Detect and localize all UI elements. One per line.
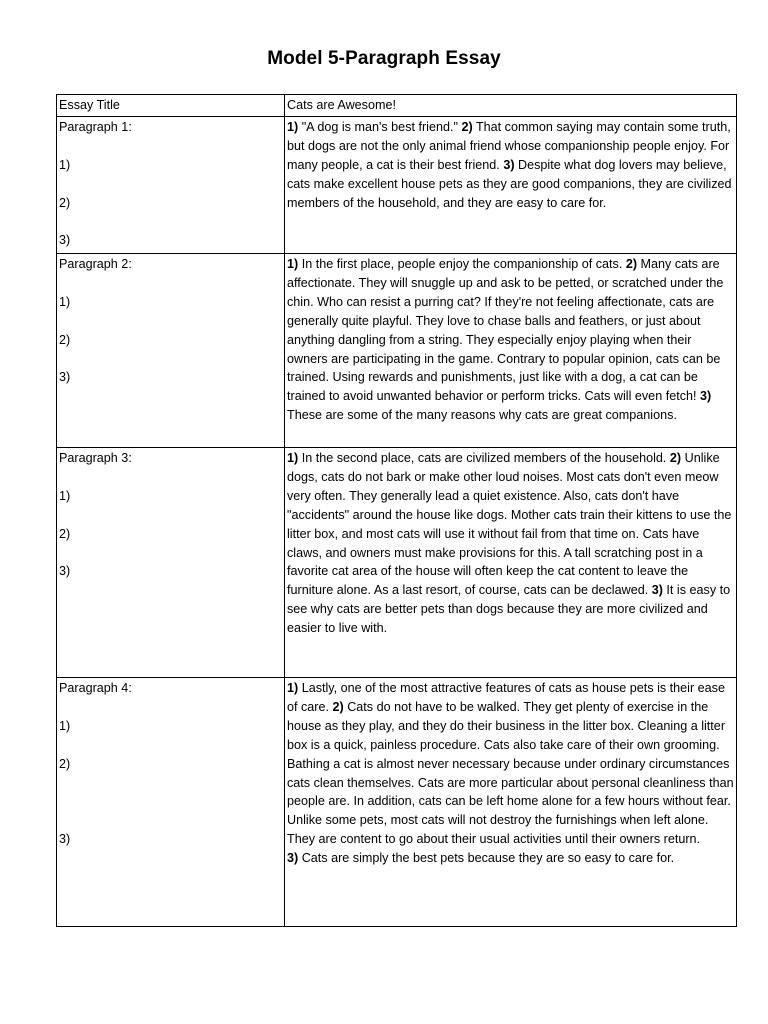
sentence-number: 2) (669, 451, 682, 465)
table-row-essay-title (57, 95, 737, 117)
sentence-text: It is easy to see why cats are better pets than dogs because they are more civilized and easier to live with. (287, 583, 731, 636)
sentence-number: 1) (287, 451, 299, 465)
table-row-paragraph-1 (57, 117, 737, 254)
sentence-text: Unlike dogs, cats do not bark or make other loud noises. Most cats don't even meow very often. They generally lead a quiet existence. Also, cats don't have "accidents" around the house like dogs. Mother cats train their kittens to use the litter box, and most cats will use it without fail from that time on. Cats have claws, and owners must make provisions for this. A tall scratching post in a favorite cat area of the house will often keep the cat content to leave the furniture alone. As a last resort, of course, cats can be declawed. (287, 451, 732, 598)
essay-title-label: Essay Title (57, 95, 285, 117)
marker-1: 1) (59, 157, 71, 172)
sentence-text: Cats do not have to be walked. They get plenty of exercise in the house as they play, and they do their business in the litter box. Cleaning a litter box is a quick, painless procedure. Cats also take care of their own grooming. Bathing a cat is almost never necessary because under ordinary circumstances cats clean themselves. Cats are more particular about personal cleanliness than people are. In addition, cats can be left home alone for a few hours without fear. Unlike some pets, most cats will not destroy the furnishings when left alone. They are content to go about their usual activities until their owners return. (287, 699, 734, 847)
paragraph-label: Paragraph 1: (59, 120, 132, 134)
sentence-number: 2) (625, 257, 638, 271)
sentence-text: Despite what dog lovers may believe, cats make excellent house pets as they are good companions, they are civilized members of the household, and they are easy to care for. (287, 157, 732, 210)
table-row-paragraph-4 (57, 678, 737, 927)
marker-2: 2) (59, 756, 71, 771)
sentence-number: 2) (332, 699, 344, 714)
marker-1: 1) (59, 488, 71, 503)
paragraph-4-label-cell (57, 678, 285, 927)
marker-2: 2) (59, 526, 71, 541)
paragraph-4-text (285, 678, 737, 927)
essay-title-value: Cats are Awesome! (285, 95, 737, 117)
marker-1: 1) (59, 718, 71, 733)
sentence-text: In the first place, people enjoy the companionship of cats. (298, 257, 626, 271)
marker-1: 1) (59, 294, 71, 309)
sentence-text: In the second place, cats are civilized members of the household. (298, 451, 670, 465)
paragraph-label: Paragraph 2: (59, 257, 132, 271)
sentence-number: 1) (287, 120, 299, 134)
sentence-number: 3) (651, 583, 663, 598)
sentence-number: 3) (503, 157, 515, 172)
marker-3: 3) (59, 370, 71, 385)
sentence-number: 1) (287, 681, 299, 695)
sentence-number: 3) (700, 389, 712, 404)
marker-2: 2) (59, 332, 71, 347)
paragraph-1-label-cell (57, 117, 285, 254)
table-row-paragraph-2 (57, 254, 737, 448)
marker-2: 2) (59, 195, 71, 210)
paragraph-3-text (285, 448, 737, 678)
paragraph-3-label-cell (57, 448, 285, 678)
sentence-text: Cats are simply the best pets because they are so easy to care for. (298, 851, 675, 866)
paragraph-1-text (285, 117, 737, 254)
sentence-text: Many cats are affectionate. They will snuggle up and ask to be petted, or scratched under the chin. Who can resist a purring cat? If they're not feeling affectionate, cats are generally quite playful. They love to chase balls and feathers, or just about anything dangling from a string. They especially enjoy playing when their owners are participating in the game. Contrary to popular opinion, cats can be trained. Using rewards and punishments, just like with a dog, a cat can be trained to avoid unwanted behavior or perform tricks. Cats will even fetch! (287, 257, 724, 404)
marker-3: 3) (59, 233, 71, 248)
essay-outline-table (56, 94, 737, 927)
paragraph-2-label-cell (57, 254, 285, 448)
table-row-paragraph-3 (57, 448, 737, 678)
sentence-text: That common saying may contain some truth, but dogs are not the only animal friend whose companionship people enjoy. For many people, a cat is their best friend. (287, 120, 731, 172)
sentence-text: "A dog is man's best friend." (298, 120, 462, 134)
page-title: Model 5-Paragraph Essay (267, 48, 501, 69)
marker-3: 3) (59, 831, 71, 846)
sentence-number: 1) (287, 257, 299, 271)
paragraph-2-text (285, 254, 737, 448)
sentence-number: 2) (461, 120, 473, 134)
paragraph-label: Paragraph 3: (59, 451, 132, 465)
sentence-text: Lastly, one of the most attractive features of cats as house pets is their ease of care. (287, 681, 725, 714)
marker-3: 3) (59, 564, 71, 579)
paragraph-label: Paragraph 4: (59, 681, 132, 695)
sentence-number: 3) (287, 851, 299, 866)
sentence-text: These are some of the many reasons why cats are great companions. (287, 408, 677, 423)
